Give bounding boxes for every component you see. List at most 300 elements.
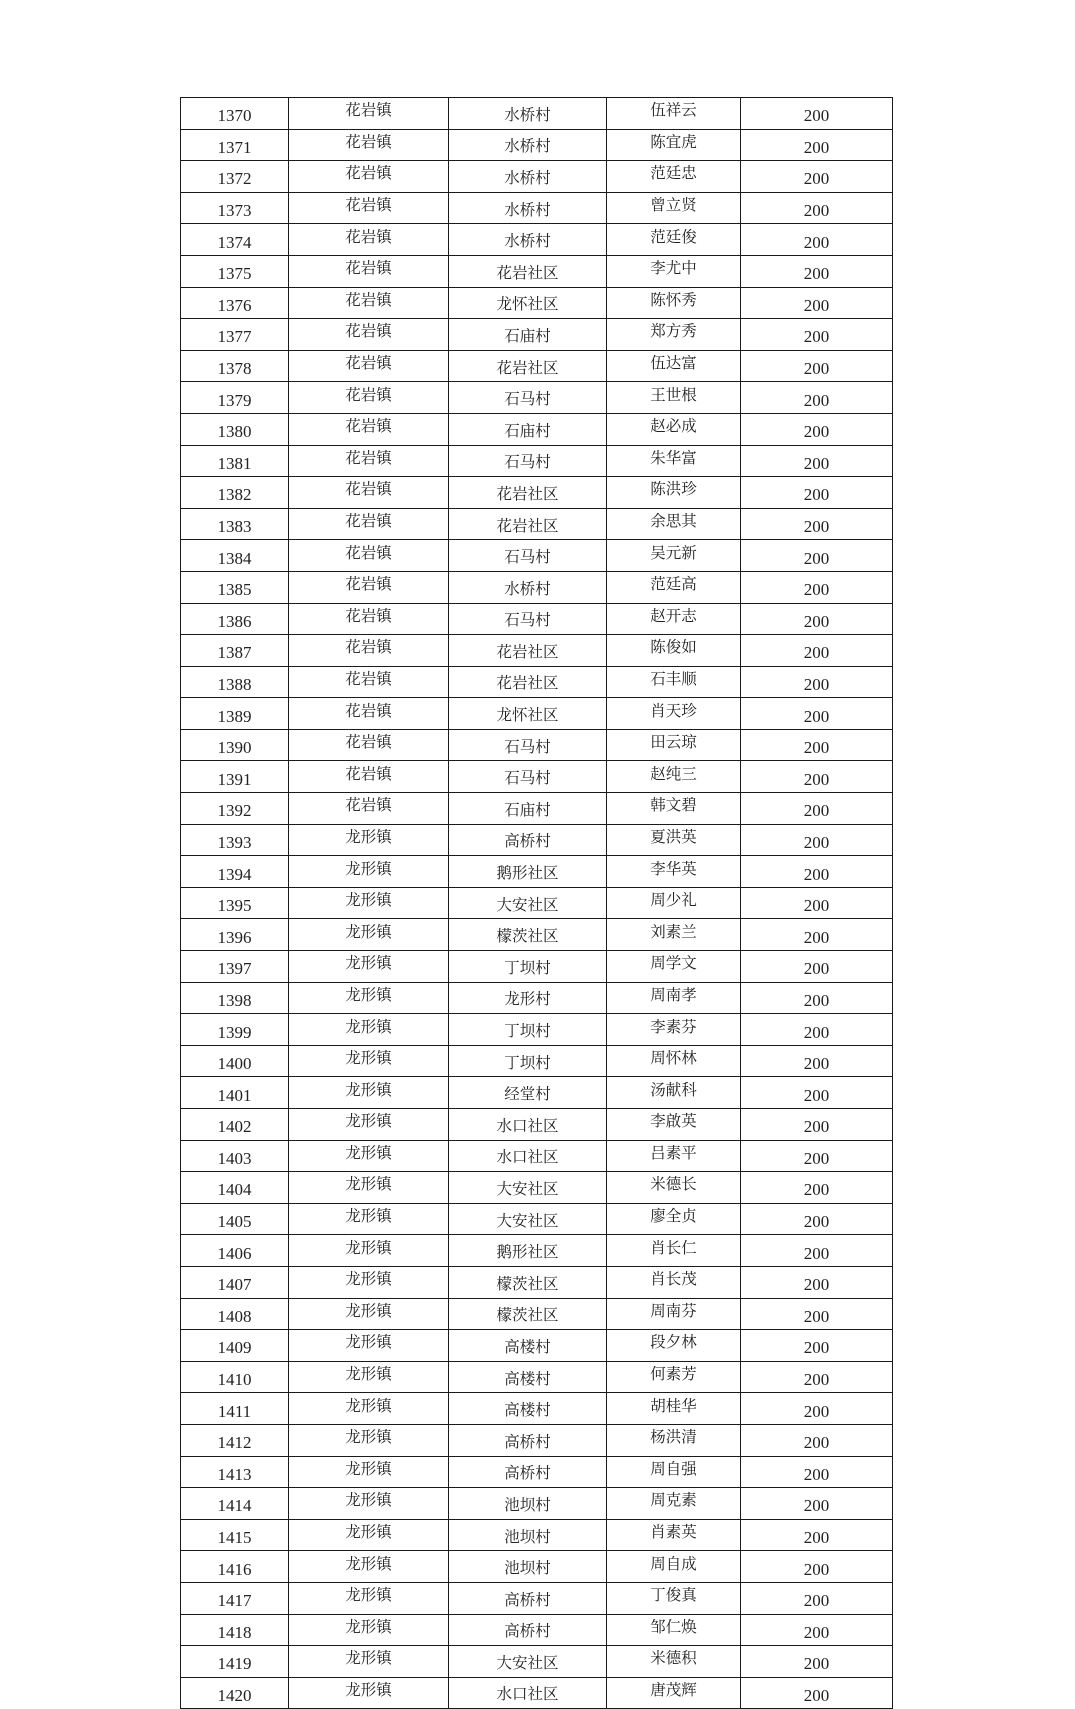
village-cell: 石庙村: [449, 319, 607, 351]
amount-cell: 200: [741, 1140, 893, 1172]
person-name-cell: 朱华富: [607, 445, 741, 477]
serial-number-cell: 1420: [181, 1677, 289, 1709]
village-cell: 龙形村: [449, 982, 607, 1014]
amount-cell: 200: [741, 508, 893, 540]
village-cell: 经堂村: [449, 1077, 607, 1109]
town-cell: 花岩镇: [289, 540, 449, 572]
village-cell: 大安社区: [449, 1203, 607, 1235]
person-name-cell: 邹仁焕: [607, 1614, 741, 1646]
village-cell: 水桥村: [449, 571, 607, 603]
serial-number-cell: 1375: [181, 255, 289, 287]
town-cell: 花岩镇: [289, 477, 449, 509]
amount-cell: 200: [741, 666, 893, 698]
village-cell: 高桥村: [449, 1614, 607, 1646]
serial-number-cell: 1386: [181, 603, 289, 635]
village-cell: 石马村: [449, 445, 607, 477]
table-row: [181, 445, 893, 477]
serial-number-cell: 1408: [181, 1298, 289, 1330]
village-cell: 池坝村: [449, 1488, 607, 1520]
amount-cell: 200: [741, 793, 893, 825]
person-name-cell: 段夕林: [607, 1330, 741, 1362]
amount-cell: 200: [741, 1393, 893, 1425]
village-cell: 丁坝村: [449, 951, 607, 983]
amount-cell: 200: [741, 98, 893, 130]
table-row: [181, 666, 893, 698]
table-row: [181, 856, 893, 888]
table-row: [181, 1393, 893, 1425]
town-cell: 花岩镇: [289, 287, 449, 319]
village-cell: 高楼村: [449, 1330, 607, 1362]
amount-cell: 200: [741, 413, 893, 445]
person-name-cell: 肖天珍: [607, 698, 741, 730]
person-name-cell: 吕素平: [607, 1140, 741, 1172]
table-row: [181, 729, 893, 761]
village-cell: 龙怀社区: [449, 287, 607, 319]
amount-cell: 200: [741, 1551, 893, 1583]
serial-number-cell: 1419: [181, 1646, 289, 1678]
serial-number-cell: 1382: [181, 477, 289, 509]
amount-cell: 200: [741, 635, 893, 667]
serial-number-cell: 1399: [181, 1014, 289, 1046]
serial-number-cell: 1402: [181, 1109, 289, 1141]
town-cell: 龙形镇: [289, 1140, 449, 1172]
serial-number-cell: 1379: [181, 382, 289, 414]
village-cell: 花岩社区: [449, 635, 607, 667]
table-row: [181, 508, 893, 540]
town-cell: 龙形镇: [289, 1330, 449, 1362]
person-name-cell: 肖素英: [607, 1519, 741, 1551]
person-name-cell: 汤献科: [607, 1077, 741, 1109]
town-cell: 花岩镇: [289, 698, 449, 730]
village-cell: 花岩社区: [449, 666, 607, 698]
village-cell: 石马村: [449, 540, 607, 572]
serial-number-cell: 1414: [181, 1488, 289, 1520]
town-cell: 龙形镇: [289, 1077, 449, 1109]
town-cell: 花岩镇: [289, 224, 449, 256]
person-name-cell: 陈宜虎: [607, 129, 741, 161]
town-cell: 花岩镇: [289, 255, 449, 287]
amount-cell: 200: [741, 477, 893, 509]
person-name-cell: 周自成: [607, 1551, 741, 1583]
table-row: [181, 540, 893, 572]
town-cell: 龙形镇: [289, 1393, 449, 1425]
table-row: [181, 635, 893, 667]
village-cell: 水桥村: [449, 161, 607, 193]
table-row: [181, 1488, 893, 1520]
table-row: [181, 382, 893, 414]
person-name-cell: 周怀林: [607, 1045, 741, 1077]
village-cell: 石马村: [449, 603, 607, 635]
village-cell: 鹅形社区: [449, 856, 607, 888]
table-row: [181, 98, 893, 130]
table-row: [181, 824, 893, 856]
village-cell: 水桥村: [449, 129, 607, 161]
serial-number-cell: 1373: [181, 192, 289, 224]
person-name-cell: 陈洪珍: [607, 477, 741, 509]
person-name-cell: 范廷高: [607, 571, 741, 603]
town-cell: 花岩镇: [289, 508, 449, 540]
amount-cell: 200: [741, 1614, 893, 1646]
amount-cell: 200: [741, 1488, 893, 1520]
person-name-cell: 周少礼: [607, 887, 741, 919]
town-cell: 龙形镇: [289, 1551, 449, 1583]
amount-cell: 200: [741, 698, 893, 730]
table-row: [181, 1266, 893, 1298]
town-cell: 龙形镇: [289, 1614, 449, 1646]
table-row: [181, 287, 893, 319]
town-cell: 龙形镇: [289, 1424, 449, 1456]
town-cell: 龙形镇: [289, 1582, 449, 1614]
village-cell: 大安社区: [449, 887, 607, 919]
town-cell: 龙形镇: [289, 887, 449, 919]
serial-number-cell: 1416: [181, 1551, 289, 1583]
person-name-cell: 韩文碧: [607, 793, 741, 825]
table-row: [181, 1077, 893, 1109]
amount-cell: 200: [741, 382, 893, 414]
town-cell: 龙形镇: [289, 982, 449, 1014]
village-cell: 水桥村: [449, 98, 607, 130]
amount-cell: 200: [741, 129, 893, 161]
person-name-cell: 唐茂辉: [607, 1677, 741, 1709]
serial-number-cell: 1409: [181, 1330, 289, 1362]
village-cell: 花岩社区: [449, 508, 607, 540]
village-cell: 丁坝村: [449, 1014, 607, 1046]
table-row: [181, 1045, 893, 1077]
village-cell: 石马村: [449, 761, 607, 793]
town-cell: 龙形镇: [289, 1361, 449, 1393]
table-row: [181, 1330, 893, 1362]
amount-cell: 200: [741, 192, 893, 224]
serial-number-cell: 1392: [181, 793, 289, 825]
table-row: [181, 1361, 893, 1393]
person-name-cell: 周南芬: [607, 1298, 741, 1330]
amount-cell: 200: [741, 1298, 893, 1330]
person-name-cell: 陈怀秀: [607, 287, 741, 319]
town-cell: 龙形镇: [289, 1203, 449, 1235]
town-cell: 龙形镇: [289, 1172, 449, 1204]
person-name-cell: 肖长茂: [607, 1266, 741, 1298]
amount-cell: 200: [741, 1014, 893, 1046]
table-row: [181, 1677, 893, 1709]
table-row: [181, 1519, 893, 1551]
table-row: [181, 951, 893, 983]
serial-number-cell: 1391: [181, 761, 289, 793]
table-row: [181, 1646, 893, 1678]
person-name-cell: 范廷忠: [607, 161, 741, 193]
village-cell: 石庙村: [449, 413, 607, 445]
person-name-cell: 胡桂华: [607, 1393, 741, 1425]
person-name-cell: 李尤中: [607, 255, 741, 287]
serial-number-cell: 1378: [181, 350, 289, 382]
table-row: [181, 1614, 893, 1646]
amount-cell: 200: [741, 1330, 893, 1362]
village-cell: 花岩社区: [449, 350, 607, 382]
village-cell: 花岩社区: [449, 255, 607, 287]
village-cell: 檬茨社区: [449, 1298, 607, 1330]
serial-number-cell: 1415: [181, 1519, 289, 1551]
serial-number-cell: 1406: [181, 1235, 289, 1267]
serial-number-cell: 1381: [181, 445, 289, 477]
town-cell: 龙形镇: [289, 1109, 449, 1141]
amount-cell: 200: [741, 319, 893, 351]
person-name-cell: 米德积: [607, 1646, 741, 1678]
person-name-cell: 周克素: [607, 1488, 741, 1520]
serial-number-cell: 1412: [181, 1424, 289, 1456]
table-row: [181, 255, 893, 287]
table-row: [181, 161, 893, 193]
amount-cell: 200: [741, 287, 893, 319]
town-cell: 龙形镇: [289, 824, 449, 856]
town-cell: 龙形镇: [289, 1045, 449, 1077]
village-cell: 水口社区: [449, 1677, 607, 1709]
person-name-cell: 田云琼: [607, 729, 741, 761]
serial-number-cell: 1394: [181, 856, 289, 888]
data-table: [180, 97, 893, 1709]
table-row: [181, 1172, 893, 1204]
town-cell: 花岩镇: [289, 666, 449, 698]
town-cell: 龙形镇: [289, 1298, 449, 1330]
town-cell: 花岩镇: [289, 445, 449, 477]
village-cell: 水口社区: [449, 1140, 607, 1172]
town-cell: 花岩镇: [289, 319, 449, 351]
serial-number-cell: 1390: [181, 729, 289, 761]
town-cell: 龙形镇: [289, 1014, 449, 1046]
serial-number-cell: 1380: [181, 413, 289, 445]
person-name-cell: 刘素兰: [607, 919, 741, 951]
serial-number-cell: 1418: [181, 1614, 289, 1646]
serial-number-cell: 1400: [181, 1045, 289, 1077]
amount-cell: 200: [741, 1646, 893, 1678]
table-row: [181, 477, 893, 509]
town-cell: 龙形镇: [289, 1646, 449, 1678]
person-name-cell: 周自强: [607, 1456, 741, 1488]
person-name-cell: 吴元新: [607, 540, 741, 572]
village-cell: 池坝村: [449, 1551, 607, 1583]
town-cell: 花岩镇: [289, 571, 449, 603]
town-cell: 花岩镇: [289, 129, 449, 161]
amount-cell: 200: [741, 255, 893, 287]
person-name-cell: 赵必成: [607, 413, 741, 445]
town-cell: 花岩镇: [289, 793, 449, 825]
table-row: [181, 319, 893, 351]
serial-number-cell: 1384: [181, 540, 289, 572]
village-cell: 檬茨社区: [449, 1266, 607, 1298]
serial-number-cell: 1376: [181, 287, 289, 319]
table-row: [181, 1551, 893, 1583]
person-name-cell: 王世根: [607, 382, 741, 414]
amount-cell: 200: [741, 350, 893, 382]
amount-cell: 200: [741, 1456, 893, 1488]
person-name-cell: 廖全贞: [607, 1203, 741, 1235]
serial-number-cell: 1370: [181, 98, 289, 130]
person-name-cell: 夏洪英: [607, 824, 741, 856]
town-cell: 龙形镇: [289, 951, 449, 983]
amount-cell: 200: [741, 445, 893, 477]
person-name-cell: 范廷俊: [607, 224, 741, 256]
town-cell: 花岩镇: [289, 350, 449, 382]
village-cell: 高楼村: [449, 1393, 607, 1425]
town-cell: 龙形镇: [289, 1456, 449, 1488]
amount-cell: 200: [741, 1109, 893, 1141]
amount-cell: 200: [741, 603, 893, 635]
serial-number-cell: 1398: [181, 982, 289, 1014]
serial-number-cell: 1404: [181, 1172, 289, 1204]
person-name-cell: 丁俊真: [607, 1582, 741, 1614]
serial-number-cell: 1413: [181, 1456, 289, 1488]
village-cell: 大安社区: [449, 1646, 607, 1678]
table-row: [181, 350, 893, 382]
table-row: [181, 192, 893, 224]
town-cell: 龙形镇: [289, 919, 449, 951]
village-cell: 水口社区: [449, 1109, 607, 1141]
amount-cell: 200: [741, 729, 893, 761]
amount-cell: 200: [741, 1582, 893, 1614]
table-row: [181, 224, 893, 256]
village-cell: 高桥村: [449, 1582, 607, 1614]
person-name-cell: 李华英: [607, 856, 741, 888]
person-name-cell: 李啟英: [607, 1109, 741, 1141]
amount-cell: 200: [741, 571, 893, 603]
person-name-cell: 陈俊如: [607, 635, 741, 667]
serial-number-cell: 1393: [181, 824, 289, 856]
table-row: [181, 1140, 893, 1172]
table-row: [181, 1298, 893, 1330]
table-row: [181, 1582, 893, 1614]
person-name-cell: 周学文: [607, 951, 741, 983]
amount-cell: 200: [741, 824, 893, 856]
serial-number-cell: 1372: [181, 161, 289, 193]
person-name-cell: 曾立贤: [607, 192, 741, 224]
village-cell: 高桥村: [449, 1424, 607, 1456]
amount-cell: 200: [741, 540, 893, 572]
amount-cell: 200: [741, 1677, 893, 1709]
table-row: [181, 793, 893, 825]
amount-cell: 200: [741, 761, 893, 793]
serial-number-cell: 1407: [181, 1266, 289, 1298]
person-name-cell: 肖长仁: [607, 1235, 741, 1267]
town-cell: 花岩镇: [289, 603, 449, 635]
town-cell: 花岩镇: [289, 413, 449, 445]
person-name-cell: 赵纯三: [607, 761, 741, 793]
town-cell: 龙形镇: [289, 856, 449, 888]
serial-number-cell: 1397: [181, 951, 289, 983]
table-row: [181, 1235, 893, 1267]
amount-cell: 200: [741, 1424, 893, 1456]
table-row: [181, 129, 893, 161]
table-row: [181, 761, 893, 793]
village-cell: 大安社区: [449, 1172, 607, 1204]
person-name-cell: 郑方秀: [607, 319, 741, 351]
village-cell: 池坝村: [449, 1519, 607, 1551]
person-name-cell: 杨洪清: [607, 1424, 741, 1456]
amount-cell: 200: [741, 951, 893, 983]
serial-number-cell: 1371: [181, 129, 289, 161]
village-cell: 水桥村: [449, 224, 607, 256]
person-name-cell: 余思其: [607, 508, 741, 540]
table-row: [181, 1014, 893, 1046]
town-cell: 花岩镇: [289, 382, 449, 414]
table-row: [181, 1456, 893, 1488]
village-cell: 石马村: [449, 729, 607, 761]
town-cell: 龙形镇: [289, 1519, 449, 1551]
person-name-cell: 赵开志: [607, 603, 741, 635]
serial-number-cell: 1417: [181, 1582, 289, 1614]
serial-number-cell: 1377: [181, 319, 289, 351]
serial-number-cell: 1405: [181, 1203, 289, 1235]
village-cell: 高桥村: [449, 824, 607, 856]
village-cell: 水桥村: [449, 192, 607, 224]
amount-cell: 200: [741, 1203, 893, 1235]
table-row: [181, 982, 893, 1014]
table-row: [181, 413, 893, 445]
village-cell: 花岩社区: [449, 477, 607, 509]
village-cell: 鹅形社区: [449, 1235, 607, 1267]
amount-cell: 200: [741, 1266, 893, 1298]
table-row: [181, 1203, 893, 1235]
serial-number-cell: 1389: [181, 698, 289, 730]
town-cell: 龙形镇: [289, 1488, 449, 1520]
serial-number-cell: 1401: [181, 1077, 289, 1109]
town-cell: 花岩镇: [289, 761, 449, 793]
serial-number-cell: 1410: [181, 1361, 289, 1393]
amount-cell: 200: [741, 224, 893, 256]
town-cell: 花岩镇: [289, 98, 449, 130]
person-name-cell: 米德长: [607, 1172, 741, 1204]
amount-cell: 200: [741, 1519, 893, 1551]
town-cell: 龙形镇: [289, 1266, 449, 1298]
amount-cell: 200: [741, 161, 893, 193]
serial-number-cell: 1387: [181, 635, 289, 667]
person-name-cell: 何素芳: [607, 1361, 741, 1393]
amount-cell: 200: [741, 1361, 893, 1393]
village-cell: 檬茨社区: [449, 919, 607, 951]
serial-number-cell: 1383: [181, 508, 289, 540]
village-cell: 高桥村: [449, 1456, 607, 1488]
town-cell: 花岩镇: [289, 192, 449, 224]
village-cell: 高楼村: [449, 1361, 607, 1393]
serial-number-cell: 1396: [181, 919, 289, 951]
table-row: [181, 1109, 893, 1141]
person-name-cell: 伍达富: [607, 350, 741, 382]
town-cell: 龙形镇: [289, 1677, 449, 1709]
village-cell: 石庙村: [449, 793, 607, 825]
amount-cell: 200: [741, 887, 893, 919]
town-cell: 花岩镇: [289, 635, 449, 667]
table-body: [181, 98, 893, 1709]
table-row: [181, 1424, 893, 1456]
village-cell: 丁坝村: [449, 1045, 607, 1077]
amount-cell: 200: [741, 1172, 893, 1204]
serial-number-cell: 1395: [181, 887, 289, 919]
amount-cell: 200: [741, 856, 893, 888]
person-name-cell: 伍祥云: [607, 98, 741, 130]
person-name-cell: 周南孝: [607, 982, 741, 1014]
table-row: [181, 603, 893, 635]
table-row: [181, 919, 893, 951]
amount-cell: 200: [741, 1235, 893, 1267]
amount-cell: 200: [741, 919, 893, 951]
amount-cell: 200: [741, 1077, 893, 1109]
serial-number-cell: 1374: [181, 224, 289, 256]
table-row: [181, 571, 893, 603]
person-name-cell: 石丰顺: [607, 666, 741, 698]
town-cell: 花岩镇: [289, 161, 449, 193]
serial-number-cell: 1388: [181, 666, 289, 698]
serial-number-cell: 1385: [181, 571, 289, 603]
town-cell: 花岩镇: [289, 729, 449, 761]
village-cell: 石马村: [449, 382, 607, 414]
table-row: [181, 887, 893, 919]
